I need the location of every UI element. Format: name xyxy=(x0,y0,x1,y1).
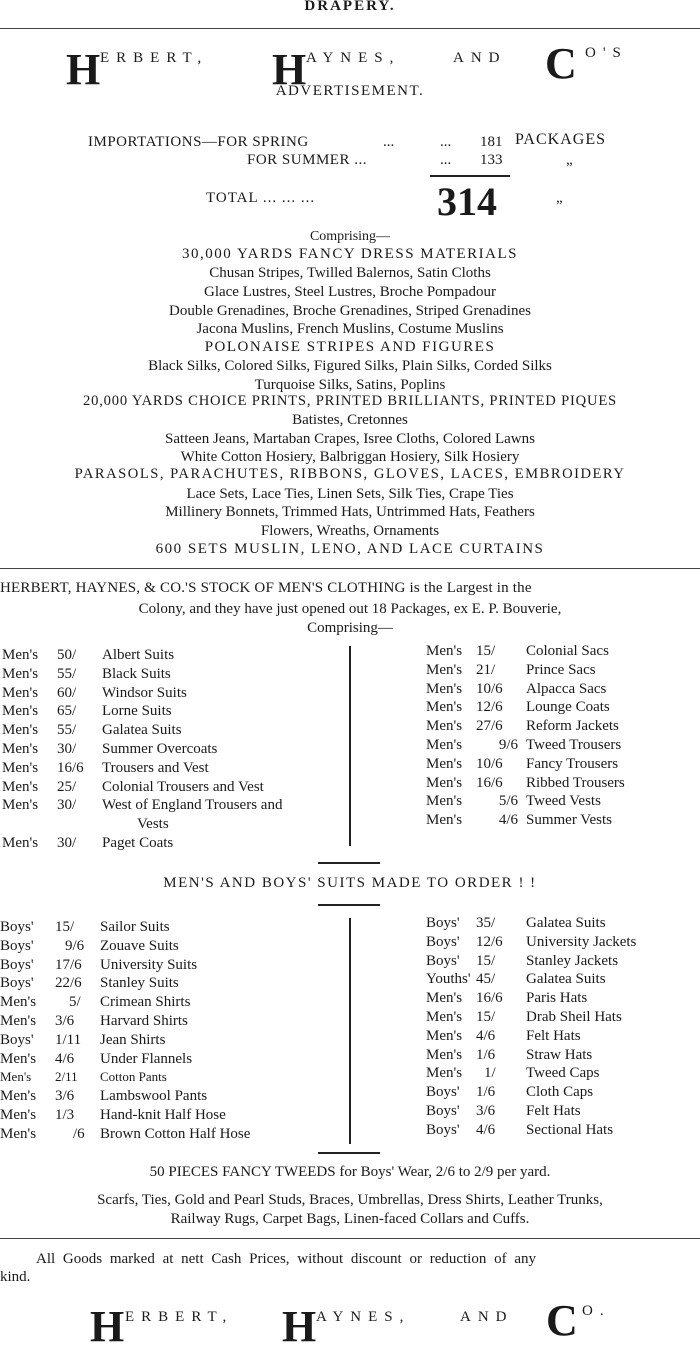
item-price: 3/6 xyxy=(476,1102,496,1119)
item-price: 9/6 xyxy=(65,937,85,954)
comprising-label: Comprising— xyxy=(307,620,393,636)
item-price: 50/ xyxy=(57,647,77,663)
item-price: 30/ xyxy=(57,834,77,851)
mens-left-list xyxy=(2,646,282,853)
mens-right-list xyxy=(426,642,625,830)
list-item xyxy=(0,937,250,956)
item-name: Galatea Suits xyxy=(526,915,606,931)
list-item xyxy=(0,956,250,975)
item-price: 1/6 xyxy=(476,1084,496,1101)
item-price: /6 xyxy=(73,1125,85,1142)
divider-rule xyxy=(0,568,700,569)
drapery-line: POLONAISE STRIPES AND FIGURES xyxy=(204,339,496,355)
drapery-line: Millinery Bonnets, Trimmed Hats, Untrimmed Hats, Feathers xyxy=(165,504,535,520)
item-price: 27/6 xyxy=(476,718,503,735)
imports-unit: PACKAGES xyxy=(515,131,606,148)
item-name: Lorne Suits xyxy=(102,703,172,720)
item-price: 10/6 xyxy=(476,680,503,697)
item-name: Sectional Hats xyxy=(526,1121,614,1138)
firm-word: AYNES, xyxy=(306,50,401,66)
mens-intro-line: HERBERT, HAYNES, & CO.'S STOCK OF MEN'S CLOTHING is the Largest in the xyxy=(0,580,532,596)
advertisement-label: ADVERTISEMENT. xyxy=(275,83,425,99)
list-item xyxy=(2,684,282,703)
item-name: Stanley Suits xyxy=(100,975,179,992)
item-name: Prince Sacs xyxy=(526,661,596,678)
item-price: 15/ xyxy=(55,919,75,935)
list-item xyxy=(426,774,625,793)
list-item xyxy=(426,914,636,933)
list-item xyxy=(0,918,250,937)
item-price: 25/ xyxy=(57,778,77,795)
item-who: Men's xyxy=(426,643,463,659)
item-name: University Jackets xyxy=(526,933,637,950)
item-who: Boys' xyxy=(0,1031,34,1048)
short-rule xyxy=(318,1152,380,1154)
item-price: 60/ xyxy=(57,684,77,701)
item-who: Boys' xyxy=(426,952,460,969)
firm-name-bottom xyxy=(0,1295,700,1355)
short-rule xyxy=(318,904,380,906)
item-name: Felt Hats xyxy=(526,1027,581,1044)
list-item xyxy=(426,698,625,717)
list-item xyxy=(426,736,625,755)
item-name: University Suits xyxy=(100,956,198,973)
item-who: Men's xyxy=(2,684,39,701)
list-item xyxy=(2,646,282,665)
total-number: 314 xyxy=(437,179,497,224)
comprising-label: Comprising— xyxy=(309,229,391,244)
item-price: 4/6 xyxy=(498,812,518,829)
item-who: Boys' xyxy=(0,975,34,992)
imports-dots: ... xyxy=(440,152,452,168)
item-name: Vests xyxy=(137,816,169,833)
item-name: Hand-knit Half Hose xyxy=(100,1106,226,1123)
list-item xyxy=(426,1046,636,1065)
list-item xyxy=(426,1121,636,1140)
item-price: 16/6 xyxy=(476,990,503,1007)
firm-word: AND xyxy=(460,1309,514,1325)
item-name: Tweed Trousers xyxy=(526,736,622,753)
list-item xyxy=(426,1102,636,1121)
list-item xyxy=(426,933,636,952)
item-who: Men's xyxy=(0,1012,37,1029)
list-item xyxy=(2,815,282,834)
item-who: Men's xyxy=(2,834,39,851)
item-name: Ribbed Trousers xyxy=(526,774,625,791)
drapery-line: 600 SETS MUSLIN, LENO, AND LACE CURTAINS xyxy=(155,541,545,557)
item-price: 1/3 xyxy=(55,1106,75,1123)
item-name: West of England Trousers and xyxy=(102,797,283,814)
item-name: Summer Overcoats xyxy=(102,740,218,757)
item-name: Paris Hats xyxy=(526,990,588,1007)
drapery-line: Chusan Stripes, Twilled Balernos, Satin Cloths xyxy=(209,265,491,281)
item-price: 30/ xyxy=(57,740,77,757)
item-name: Albert Suits xyxy=(102,647,175,663)
item-who: Men's xyxy=(0,1125,37,1142)
item-price xyxy=(57,815,102,834)
list-item xyxy=(2,834,282,853)
list-item xyxy=(0,1050,250,1069)
list-item xyxy=(2,740,282,759)
initial-c: C xyxy=(545,39,577,88)
item-price: 10/6 xyxy=(476,755,503,772)
item-name: Under Flannels xyxy=(100,1050,193,1067)
drapery-line: Flowers, Wreaths, Ornaments xyxy=(260,523,440,539)
item-who: Men's xyxy=(426,661,463,678)
list-item xyxy=(426,970,636,989)
drapery-line: Double Grenadines, Broche Grenadines, Striped Grenadines xyxy=(169,303,531,319)
item-price: 65/ xyxy=(57,703,77,720)
item-price: 35/ xyxy=(476,915,496,931)
mens-intro-line: Colony, and they have just opened out 18 Packages, ex E. P. Bouverie, xyxy=(138,601,562,617)
goods-note-line: kind. xyxy=(0,1269,31,1285)
list-item xyxy=(0,1125,250,1144)
item-who: Men's xyxy=(0,994,37,1011)
item-price: 1/11 xyxy=(55,1031,82,1048)
item-who: Youths' xyxy=(426,971,471,988)
item-who: Boys' xyxy=(426,915,460,931)
list-item xyxy=(426,755,625,774)
firm-word: O. xyxy=(582,1303,611,1319)
item-price: 1/ xyxy=(484,1065,496,1082)
item-who: Men's xyxy=(426,1008,463,1025)
item-name: Harvard Shirts xyxy=(100,1012,188,1029)
boys-left-list xyxy=(0,918,250,1144)
imports-dots: ... xyxy=(383,134,395,150)
item-who: Boys' xyxy=(426,1121,460,1138)
item-name: Lambswool Pants xyxy=(100,1088,208,1105)
item-name: Galatea Suits xyxy=(526,971,606,988)
imports-summer-number: 133 xyxy=(480,152,503,168)
sundries-line: Scarfs, Ties, Gold and Pearl Studs, Braces, Umbrellas, Dress Shirts, Leather Trunks, xyxy=(97,1192,603,1208)
list-item xyxy=(426,661,625,680)
item-name: Stanley Jackets xyxy=(526,952,619,969)
item-who: Boys' xyxy=(0,956,34,973)
item-price: 55/ xyxy=(57,722,77,739)
item-who: Men's xyxy=(426,990,463,1007)
item-name: Alpacca Sacs xyxy=(526,680,607,697)
item-name: Tweed Vests xyxy=(526,793,601,810)
item-who: Men's xyxy=(2,778,39,795)
list-item xyxy=(426,1008,636,1027)
item-price: 4/6 xyxy=(476,1121,496,1138)
item-who: Men's xyxy=(426,1065,463,1082)
item-who: Men's xyxy=(2,665,39,682)
firm-word: O'S xyxy=(585,45,628,61)
item-name: Zouave Suits xyxy=(100,937,179,954)
drapery-line: White Cotton Hosiery, Balbriggan Hosiery, Silk Hosiery xyxy=(180,449,520,465)
list-item xyxy=(2,796,282,815)
item-price: 3/6 xyxy=(55,1012,75,1029)
column-divider xyxy=(349,918,351,1144)
item-price: 17/6 xyxy=(55,956,82,973)
list-item xyxy=(0,993,250,1012)
item-who: Men's xyxy=(0,1050,37,1067)
list-item xyxy=(0,1068,250,1087)
item-who: Men's xyxy=(426,774,463,791)
item-price: 15/ xyxy=(476,952,496,969)
item-price: 5/6 xyxy=(498,793,518,810)
item-price: 22/6 xyxy=(55,975,82,992)
initial-h: H xyxy=(66,45,101,94)
item-name: Fancy Trousers xyxy=(526,755,619,772)
item-price: 12/6 xyxy=(476,699,503,716)
initial-h: H xyxy=(282,1302,317,1351)
top-rule xyxy=(0,28,700,29)
item-who xyxy=(2,815,57,834)
item-who: Men's xyxy=(2,722,39,739)
item-price: 55/ xyxy=(57,665,77,682)
item-name: Lounge Coats xyxy=(526,699,610,716)
item-who: Men's xyxy=(2,647,39,663)
list-item xyxy=(2,665,282,684)
item-who: Men's xyxy=(426,718,463,735)
item-name: Crimean Shirts xyxy=(100,994,191,1011)
item-price: 2/11 xyxy=(55,1069,78,1085)
item-who: Men's xyxy=(0,1106,37,1123)
item-who: Men's xyxy=(426,680,463,697)
item-name: Felt Hats xyxy=(526,1102,581,1119)
drapery-line: Black Silks, Colored Silks, Figured Silks, Plain Silks, Corded Silks xyxy=(148,358,552,374)
total-rule xyxy=(430,175,510,177)
divider-rule xyxy=(0,1238,700,1239)
list-item xyxy=(426,952,636,971)
goods-note-line: All Goods marked at nett Cash Prices, without discount or reduction of any xyxy=(36,1251,536,1267)
drapery-line: 30,000 YARDS FANCY DRESS MATERIALS xyxy=(182,246,518,262)
firm-word: AYNES, xyxy=(316,1309,411,1325)
item-name: Straw Hats xyxy=(526,1046,593,1063)
item-price: 30/ xyxy=(57,797,77,814)
firm-word: AND xyxy=(453,50,507,66)
item-who: Men's xyxy=(0,1088,37,1105)
item-name: Reform Jackets xyxy=(526,718,619,735)
firm-word: ERBERT, xyxy=(125,1309,234,1325)
sundries-line: Railway Rugs, Carpet Bags, Linen-faced Collars and Cuffs. xyxy=(170,1211,530,1227)
item-who: Boys' xyxy=(426,933,460,950)
item-who: Boys' xyxy=(426,1102,460,1119)
item-who: Men's xyxy=(426,736,463,753)
list-item xyxy=(426,989,636,1008)
made-to-order-heading: MEN'S AND BOYS' SUITS MADE TO ORDER ! ! xyxy=(163,875,537,891)
list-item xyxy=(0,1106,250,1125)
item-price: 1/6 xyxy=(476,1046,496,1063)
ditto-mark: „ xyxy=(566,152,573,168)
list-item xyxy=(426,680,625,699)
item-price: 4/6 xyxy=(476,1027,496,1044)
imports-dots: ... xyxy=(440,134,452,150)
list-item xyxy=(2,721,282,740)
item-price: 16/6 xyxy=(476,774,503,791)
item-name: Sailor Suits xyxy=(100,919,170,935)
item-who: Men's xyxy=(2,759,39,776)
item-price: 15/ xyxy=(476,1008,496,1025)
item-name: Black Suits xyxy=(102,665,171,682)
item-price: 45/ xyxy=(476,971,496,988)
item-name: Cloth Caps xyxy=(526,1084,594,1101)
item-price: 15/ xyxy=(476,643,496,659)
item-price: 4/6 xyxy=(55,1050,75,1067)
item-who: Men's xyxy=(2,703,39,720)
list-item xyxy=(0,1087,250,1106)
item-name: Colonial Sacs xyxy=(526,643,609,659)
item-who: Men's xyxy=(426,1027,463,1044)
item-name: Colonial Trousers and Vest xyxy=(102,778,264,795)
item-price: 3/6 xyxy=(55,1088,75,1105)
item-name: Windsor Suits xyxy=(102,684,187,701)
item-who: Men's xyxy=(0,1069,32,1085)
item-who: Men's xyxy=(426,812,463,829)
item-who: Boys' xyxy=(0,937,34,954)
item-who: Men's xyxy=(2,740,39,757)
total-label: TOTAL ... ... ... xyxy=(206,190,316,206)
list-item xyxy=(2,778,282,797)
item-who: Men's xyxy=(426,755,463,772)
item-name: Paget Coats xyxy=(102,834,174,851)
list-item xyxy=(0,1012,250,1031)
list-item xyxy=(2,759,282,778)
item-name: Drab Sheil Hats xyxy=(526,1008,622,1025)
imports-summer-label: FOR SUMMER ... xyxy=(247,152,367,168)
list-item xyxy=(426,1083,636,1102)
imports-spring-label: IMPORTATIONS—FOR SPRING xyxy=(88,134,309,150)
item-price: 16/6 xyxy=(57,759,84,776)
list-item xyxy=(426,1027,636,1046)
item-who: Boys' xyxy=(426,1084,460,1101)
drapery-line: Batistes, Cretonnes xyxy=(292,412,408,428)
item-name: Brown Cotton Half Hose xyxy=(100,1125,251,1142)
item-name: Cotton Pants xyxy=(100,1069,167,1085)
drapery-line: Lace Sets, Lace Ties, Linen Sets, Silk Ties, Crape Ties xyxy=(186,486,514,502)
tweeds-line: 50 PIECES FANCY TWEEDS for Boys' Wear, 2/6 to 2/9 per yard. xyxy=(149,1164,551,1180)
item-who: Men's xyxy=(426,699,463,716)
initial-h: H xyxy=(272,45,307,94)
imports-spring-number: 181 xyxy=(480,134,503,150)
drapery-line: Jacona Muslins, French Muslins, Costume Muslins xyxy=(196,321,504,337)
item-who: Men's xyxy=(426,793,463,810)
drapery-line: Turquoise Silks, Satins, Poplins xyxy=(254,377,446,393)
list-item xyxy=(0,1031,250,1050)
item-price: 9/6 xyxy=(498,736,518,753)
ditto-mark: „ xyxy=(556,190,563,206)
item-price: 12/6 xyxy=(476,933,503,950)
item-name: Galatea Suits xyxy=(102,722,182,739)
item-price: 21/ xyxy=(476,661,496,678)
item-name: Trousers and Vest xyxy=(102,759,209,776)
item-name: Summer Vests xyxy=(526,812,612,829)
item-who: Men's xyxy=(426,1046,463,1063)
item-price: 5/ xyxy=(69,994,81,1011)
list-item xyxy=(426,1064,636,1083)
drapery-line: Glace Lustres, Steel Lustres, Broche Pompadour xyxy=(203,284,496,300)
short-rule xyxy=(318,862,380,864)
list-item xyxy=(426,811,625,830)
list-item xyxy=(426,642,625,661)
drapery-line: PARASOLS, PARACHUTES, RIBBONS, GLOVES, LACES, EMBROIDERY xyxy=(74,466,626,482)
firm-word: ERBERT, xyxy=(100,50,209,66)
list-item xyxy=(0,974,250,993)
list-item xyxy=(426,792,625,811)
column-divider xyxy=(349,646,351,846)
drapery-line: Satteen Jeans, Martaban Crapes, Isree Cloths, Colored Lawns xyxy=(165,431,535,447)
list-item xyxy=(426,717,625,736)
list-item xyxy=(2,702,282,721)
item-who: Boys' xyxy=(0,919,34,935)
item-who: Men's xyxy=(2,797,39,814)
initial-c: C xyxy=(546,1296,578,1345)
item-name: Jean Shirts xyxy=(100,1031,166,1048)
initial-h: H xyxy=(90,1302,125,1351)
item-name: Tweed Caps xyxy=(526,1065,600,1082)
drapery-line: 20,000 YARDS CHOICE PRINTS, PRINTED BRILLIANTS, PRINTED PIQUES xyxy=(83,393,617,409)
section-heading: DRAPERY. xyxy=(304,0,396,14)
boys-right-list xyxy=(426,914,636,1140)
